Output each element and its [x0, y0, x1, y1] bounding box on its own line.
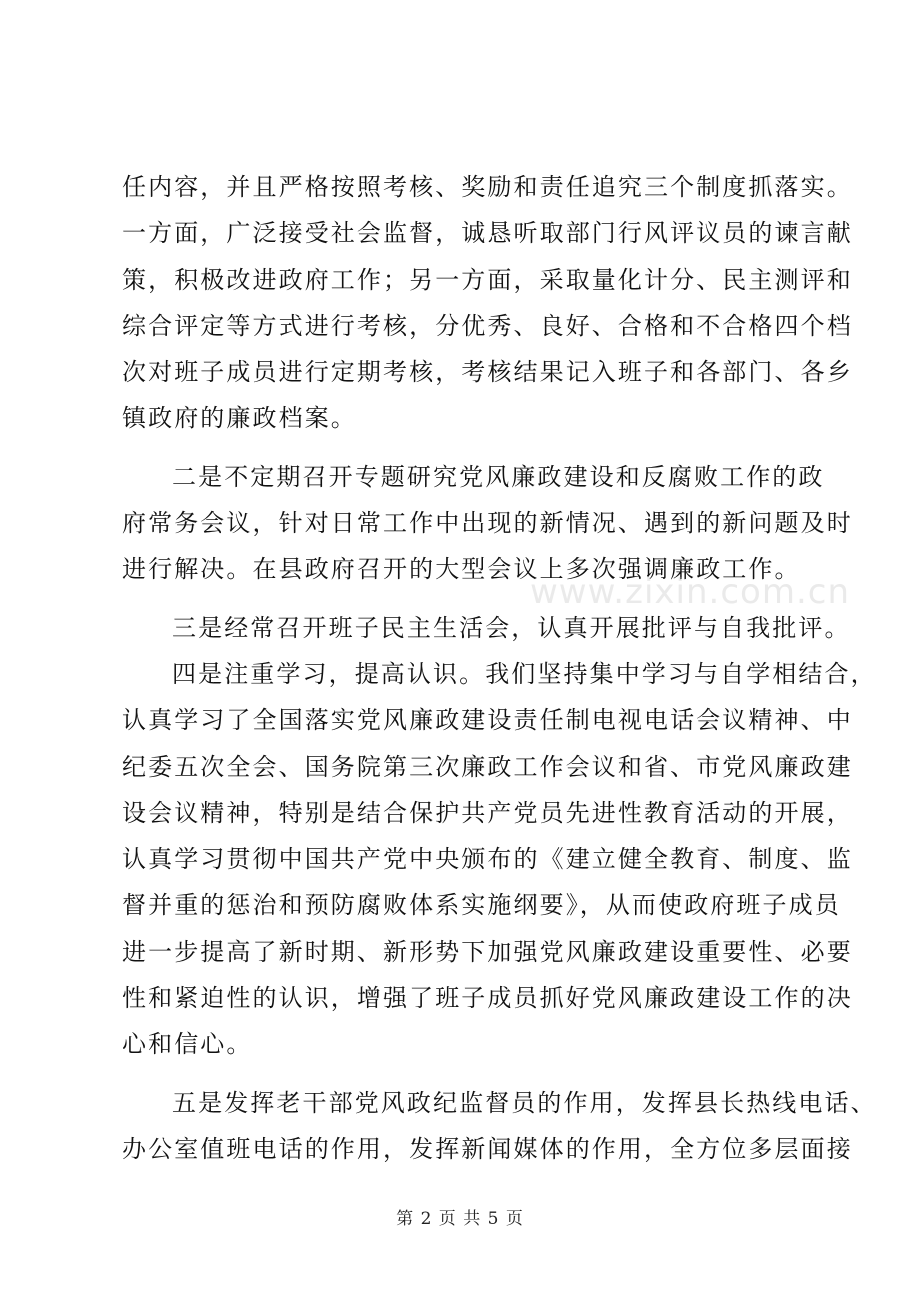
text-line: 进行解决。在县政府召开的大型会议上多次强调廉政工作。 [122, 555, 801, 584]
text-line: 任内容，并且严格按照考核、奖励和责任追究三个制度抓落实。 [122, 173, 853, 201]
text-line: 纪委五次全会、国务院第三次廉政工作会议和省、市党风廉政建 [122, 752, 853, 781]
text-line: 心和信心。 [122, 1030, 253, 1059]
text-line: 镇政府的廉政档案。 [122, 404, 357, 433]
text-line: 综合评定等方式进行考核，分优秀、良好、合格和不合格四个档 [122, 311, 853, 340]
text-line: 五是发挥老干部党风政纪监督员的作用，发挥县长热线电话、 [172, 1088, 877, 1117]
text-line: 府常务会议，针对日常工作中出现的新情况、遇到的新问题及时 [122, 509, 853, 538]
text-line: 二是不定期召开专题研究党风廉政建设和反腐败工作的政 [172, 462, 825, 491]
text-line: 性和紧迫性的认识，增强了班子成员抓好党风廉政建设工作的决 [122, 984, 853, 1013]
text-line: 进一步提高了新时期、新形势下加强党风廉政建设重要性、必要 [122, 937, 853, 966]
page-number-footer: 第 2 页 共 5 页 [396, 1209, 524, 1229]
text-line: 办公室值班电话的作用，发挥新闻媒体的作用，全方位多层面接 [122, 1134, 853, 1163]
text-line: 次对班子成员进行定期考核，考核结果记入班子和各部门、各乡 [122, 358, 853, 387]
text-line: 策，积极改进政府工作；另一方面，采取量化计分、民主测评和 [122, 265, 853, 294]
text-line: 四是注重学习，提高认识。我们坚持集中学习与自学相结合， [172, 659, 877, 688]
text-line: 三是经常召开班子民主生活会，认真开展批评与自我批评。 [172, 613, 851, 642]
document-body [122, 164, 877, 1172]
text-line: 督并重的惩治和预防腐败体系实施纲要》，从而使政府班子成员 [122, 891, 841, 920]
text-line: 认真学习贯彻中国共产党中央颁布的《建立健全教育、制度、监 [122, 845, 853, 874]
text-line: 设会议精神，特别是结合保护共产党员先进性教育活动的开展， [122, 798, 853, 827]
watermark: www.zixin.com.cn [530, 572, 850, 612]
text-line: 认真学习了全国落实党风廉政建设责任制电视电话会议精神、中 [122, 706, 853, 735]
text-line: 一方面，广泛接受社会监督，诚恳听取部门行风评议员的谏言献 [122, 219, 853, 248]
